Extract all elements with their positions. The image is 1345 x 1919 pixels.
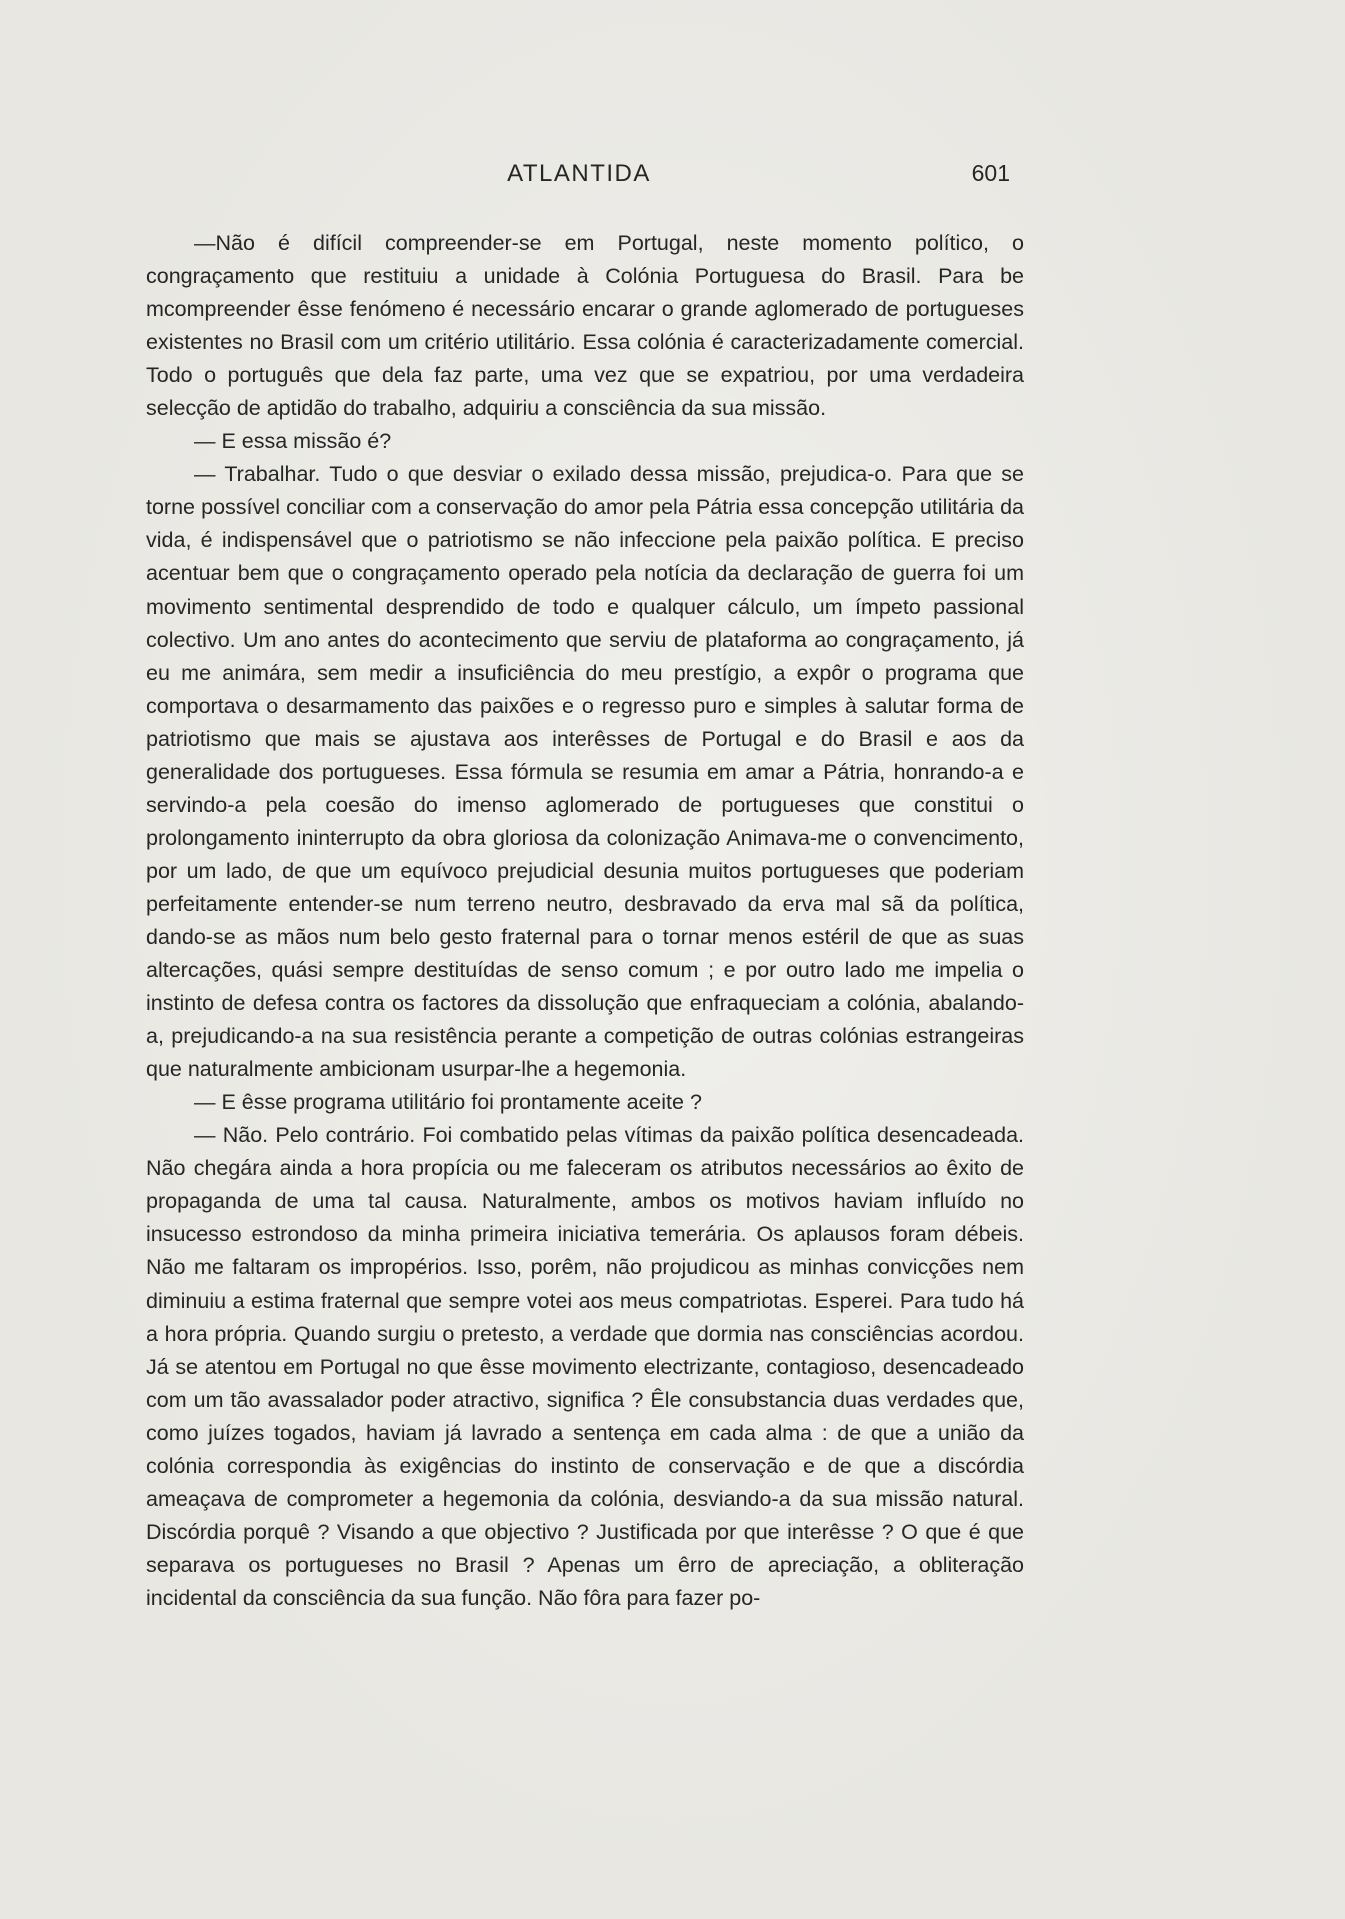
paragraph: — Trabalhar. Tudo o que desviar o exilado dessa missão, prejudica-o. Para que se torne possível conciliar com a conservação do amor pela Pátria essa concepção utilitária da vida, é indispensável que o patriotismo se não infeccione pela paixão política. E preciso acentuar bem que o congraçamento operado pela notícia da declaração de guerra foi um movimento sentimental desprendido de todo e qualquer cálculo, um ímpeto passional colectivo. Um ano antes do acontecimento que serviu de plataforma ao congraçamento, já eu me animára, sem medir a insuficiência do meu prestígio, a expôr o programa que comportava o desarmamento das paixões e o regresso puro e simples à salutar forma de patriotismo que mais se ajustava aos interêsses de Portugal e do Brasil e aos da generalidade dos portugueses. Essa fórmula se resumia em amar a Pátria, honrando-a e servindo-a pela coesão do imenso aglomerado de portugueses que constitui o prolongamento ininterrupto da obra gloriosa da colonização Animava-me o convencimento, por um lado, de que um equívoco prejudicial desunia muitos portugueses que poderiam perfeitamente entender-se num terreno neutro, desbravado da erva mal sã da política, dando-se as mãos num belo gesto fraternal para o tornar menos estéril de que as suas altercações, quási sempre destituídas de senso comum ; e por outro lado me impelia o instinto de defesa contra os factores da dissolução que enfraqueciam a colónia, abalando-a, prejudicando-a na sua resistência perante a competição de outras colónias estrangeiras que naturalmente ambicionam usurpar-lhe a hegemonia.: [146, 462, 1024, 1082]
paragraph: — E essa missão é?: [194, 429, 392, 454]
paragraph: — E êsse programa utilitário foi prontamente aceite ?: [194, 1090, 702, 1115]
running-head: [148, 160, 1010, 194]
body-text: [146, 227, 1024, 1615]
running-title: ATLANTIDA: [507, 160, 651, 187]
paragraph: — Não. Pelo contrário. Foi combatido pelas vítimas da paixão política desencadeada. Não chegára ainda a hora propícia ou me faleceram os atributos necessários ao êxito de propaganda de uma tal causa. Naturalmente, ambos os motivos haviam influído no insucesso estrondoso da minha primeira iniciativa temerária. Os aplausos foram débeis. Não me faltaram os impropérios. Isso, porêm, não projudicou as minhas convicções nem diminuiu a estima fraternal que sempre votei aos meus compatriotas. Esperei. Para tudo há a hora própria. Quando surgiu o pretesto, a verdade que dormia nas consciências acordou. Já se atentou em Portugal no que êsse movimento electrizante, contagioso, desencadeado com um tão avassalador poder atractivo, significa ? Êle consubstancia duas verdades que, como juízes togados, haviam já lavrado a sentença em cada alma : de que a união da colónia correspondia às exigências do instinto de conservação e de que a discórdia ameaçava de comprometer a hegemonia da colónia, desviando-a da sua missão natural. Discórdia porquê ? Visando a que objectivo ? Justificada por que interêsse ? O que é que separava os portugueses no Brasil ? Apenas um êrro de apreciação, a obliteração incidental da consciência da sua função. Não fôra para fazer po-: [146, 1123, 1024, 1610]
paragraph: —Não é difícil compreender-se em Portugal, neste momento político, o congraçamento que restituiu a unidade à Colónia Portuguesa do Brasil. Para be mcompreender êsse fenómeno é necessário encarar o grande aglomerado de portugueses existentes no Brasil com um critério utilitário. Essa colónia é caracterizadamente comercial. Todo o português que dela faz parte, uma vez que se expatriou, por uma verdadeira selecção de aptidão do trabalho, adquiriu a consciência da sua missão.: [146, 231, 1024, 421]
page-number: 601: [971, 160, 1010, 186]
